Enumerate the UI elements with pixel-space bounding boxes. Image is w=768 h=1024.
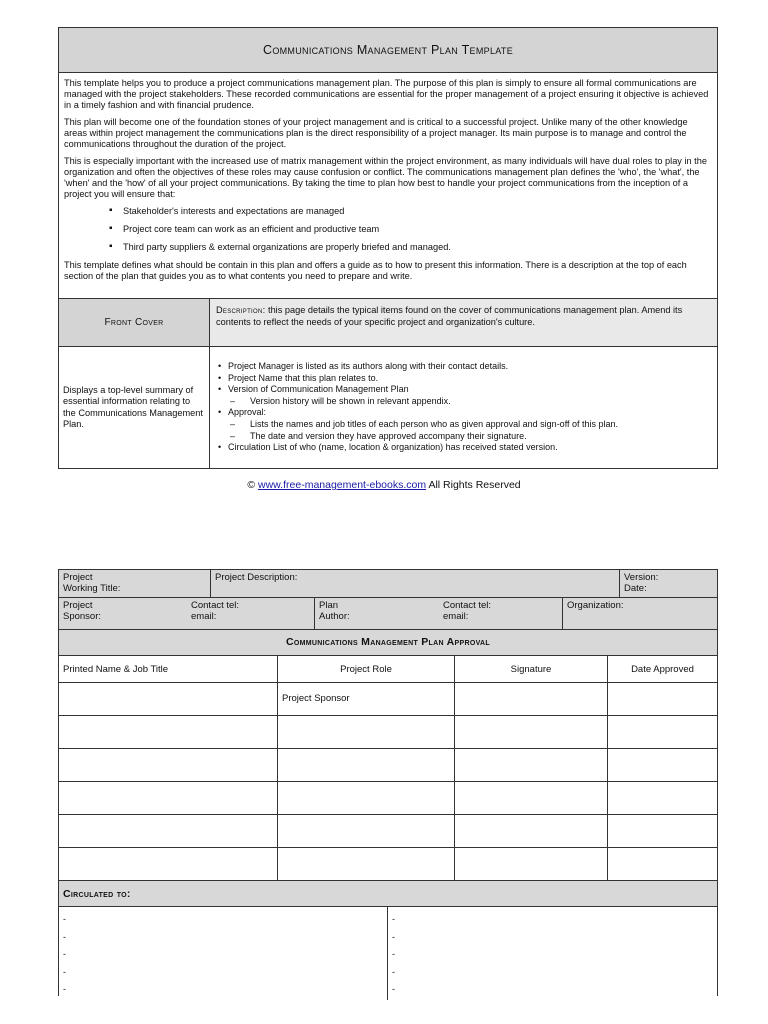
approval-table-header [59,656,717,683]
website-link[interactable]: www.free-management-ebooks.com [258,479,427,491]
date-cell[interactable] [608,782,717,814]
intro-paragraph-1: This template helps you to produce a project communications management plan. The purpose of this plan is simply to ensure all formal communications are managed with the project stakeholders. These recorded communications are essential for the proper management of a project ensuring it objective is achieved in a timely fashion and with financial prudence. [64,78,709,110]
copyright-symbol: © [247,479,256,491]
intro-paragraph-4: This template defines what should be contain in this plan and offers a guide as to how to present this information. There is a description at the top of each section of the plan that guides you as to what contents you need to prepare and write. [64,260,687,281]
cover-item: • Circulation List of who (name, location & organization) has received stated version. [218,442,712,454]
description-label: Description: [216,305,266,315]
signature-cell[interactable] [455,782,608,814]
cover-item: • Project Name that this plan relates to. [218,373,712,385]
circulated-to-label: Circulated to: [59,881,717,907]
approval-title [59,630,717,656]
benefit-item: ▪ Third party suppliers & external organizations are properly briefed and managed. [109,242,712,253]
summary-text: Displays a top-level summary of essential information relating to the Communications Management Plan. [59,347,210,468]
table-row [59,815,717,848]
list-item: - [63,949,66,959]
approval-title-text: Communications Management Plan Approval [286,636,490,648]
front-cover-details [59,347,717,468]
role-cell[interactable] [278,815,455,847]
name-cell[interactable] [59,749,278,781]
intro-text [59,73,717,299]
role-cell[interactable] [278,782,455,814]
name-cell[interactable] [59,848,278,880]
form-header-row-2 [59,598,717,630]
cover-item: • Version of Communication Management Plan [218,384,712,396]
signature-cell[interactable] [455,848,608,880]
cover-item-list [210,347,717,468]
name-cell[interactable] [59,683,278,715]
table-row [59,782,717,815]
date-cell[interactable] [608,749,717,781]
cover-item: • Approval: [218,407,712,419]
cover-item: • Project Manager is listed as its authors along with their contact details. [218,361,712,373]
list-item: - [63,966,66,977]
signature-cell[interactable] [455,716,608,748]
rights-text: All Rights Reserved [428,479,521,491]
header-signature: Signature [455,656,608,682]
list-item: - [392,931,395,942]
table-row [59,716,717,749]
copyright-footer [0,479,768,491]
role-cell[interactable] [278,749,455,781]
plan-author-field[interactable]: Plan Author: [319,600,350,622]
header-date-approved: Date Approved [631,663,694,675]
list-item: - [63,914,66,924]
author-contact-field[interactable]: Contact tel: email: [439,598,563,629]
list-item: - [392,984,395,994]
benefit-item: ▪ Stakeholder's interests and expectations are managed [109,206,712,217]
form-header-row-1 [59,570,717,598]
project-working-title-field[interactable]: Project Working Title: [59,570,211,597]
header-printed-name: Printed Name & Job Title [59,656,278,682]
version-date-field[interactable]: Version: Date: [624,572,659,594]
list-item: - [63,984,66,994]
header-project-role: Project Role [278,656,455,682]
cover-subitem: – The date and version they have approved accompany their signature. [218,431,712,443]
role-cell[interactable] [278,848,455,880]
table-row [59,749,717,782]
intro-paragraph-2: This plan will become one of the foundation stones of your project management and is critical to a successful project. Unlike many of the other knowledge areas within project management the communications plan is the direct responsibility of a project manager. Its main purpose is to manage and control the communications throughout the duration of the project. [64,117,688,149]
benefit-item: ▪ Project core team can work as an efficient and productive team [109,224,712,235]
list-item: - [392,966,395,977]
front-cover-row [59,299,717,347]
approval-form [58,569,718,996]
organization-field[interactable]: Organization: [567,600,624,611]
signature-cell[interactable] [455,749,608,781]
project-sponsor-field[interactable]: Project Sponsor: [63,600,102,622]
list-item: - [392,914,395,924]
cover-subitem: – Lists the names and job titles of each person who as given approval and sign-off of this plan. [218,419,712,431]
circulation-column-left[interactable] [59,907,388,1000]
date-cell[interactable] [608,815,717,847]
name-cell[interactable] [59,716,278,748]
table-row [59,683,717,716]
signature-cell[interactable] [455,815,608,847]
benefit-list [109,206,712,253]
name-cell[interactable] [59,815,278,847]
template-section [58,27,718,469]
role-cell[interactable] [278,716,455,748]
list-item: - [63,931,66,942]
sponsor-contact-field[interactable]: Contact tel: email: [187,598,315,629]
description-text: this page details the typical items found on the cover of communications management plan. Amend its contents to reflect the needs of your specific project and organization's culture. [216,305,683,327]
role-cell[interactable]: Project Sponsor [278,683,455,715]
table-row [59,848,717,881]
date-cell[interactable] [608,683,717,715]
circulation-column-right[interactable] [388,907,395,1000]
front-cover-label: Front Cover [59,299,210,346]
template-title: Communications Management Plan Template [59,28,717,73]
circulation-list [59,907,717,1000]
date-cell[interactable] [608,716,717,748]
front-cover-description [210,299,717,346]
project-description-field[interactable]: Project Description: [211,570,620,597]
signature-cell[interactable] [455,683,608,715]
cover-subitem: – Version history will be shown in relevant appendix. [218,396,712,408]
intro-paragraph-3: This is especially important with the increased use of matrix management within the project environment, as many individuals will have dual roles to play in the organization and often the objectives of these roles may cause confusion or conflict. The communications management plan defines the 'who', the 'what', the 'when' and the 'how' of all your project communications. By taking the time to plan how best to handle your project communications from the inception of a project you will ensure that: [64,156,707,199]
date-cell[interactable] [608,848,717,880]
list-item: - [392,949,395,959]
name-cell[interactable] [59,782,278,814]
